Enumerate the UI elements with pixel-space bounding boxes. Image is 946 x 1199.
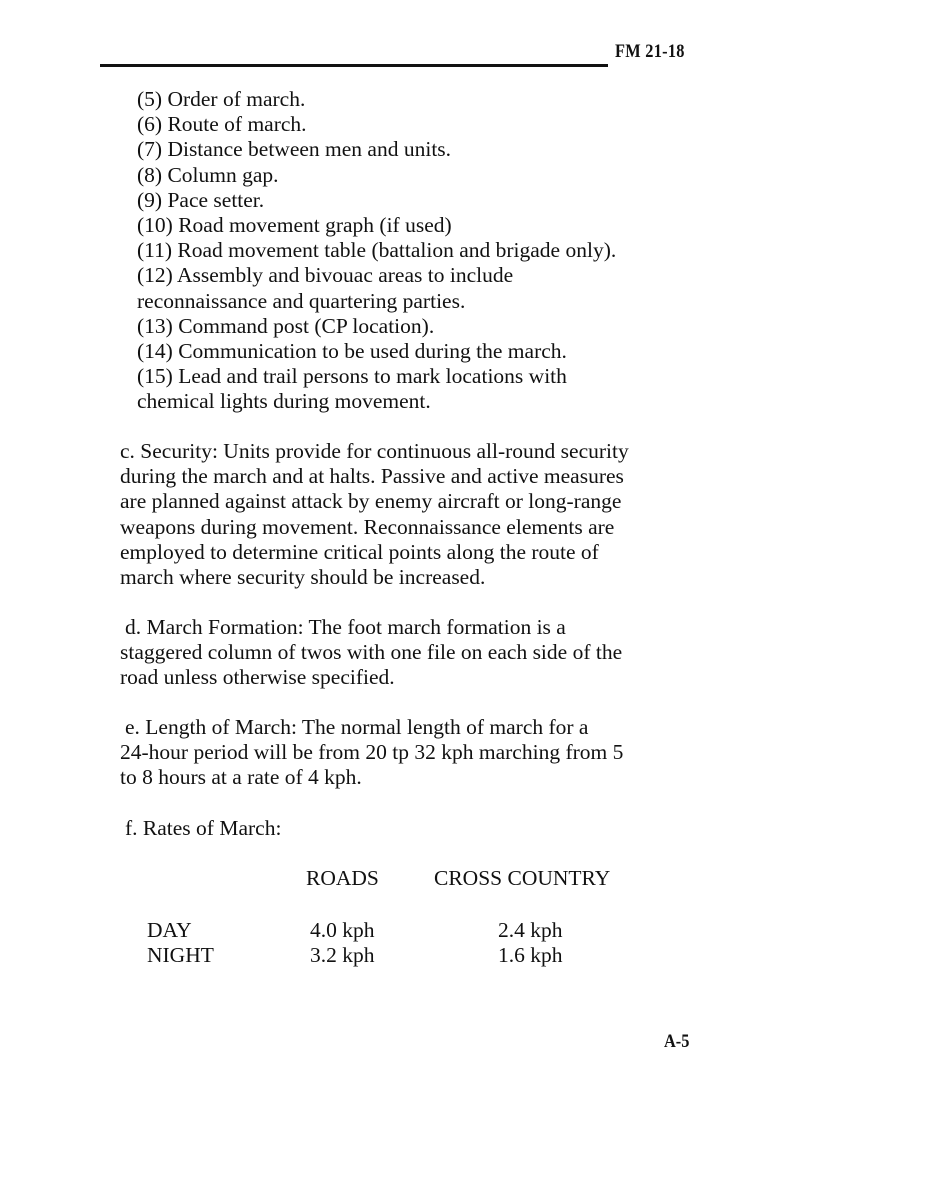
paragraph-line: are planned against attack by enemy aircraft or long-range (120, 489, 622, 514)
list-item: (11) Road movement table (battalion and brigade only). (137, 238, 617, 263)
list-item: (8) Column gap. (137, 162, 279, 187)
cell-day-roads: 4.0 kph (310, 918, 375, 942)
row-label-night: NIGHT (147, 943, 214, 967)
length-of-march-paragraph (120, 715, 720, 791)
cell-night-roads: 3.2 kph (310, 943, 375, 967)
list-item: reconnaissance and quartering parties. (137, 288, 466, 313)
rates-heading-text: f. Rates of March: (125, 816, 282, 840)
paragraph-line: road unless otherwise specified. (120, 665, 395, 690)
cell-night-cross-country: 1.6 kph (498, 943, 563, 967)
rates-of-march-heading (120, 816, 720, 841)
march-formation-paragraph (120, 615, 720, 691)
header-rule (100, 64, 608, 67)
list-item: (10) Road movement graph (if used) (137, 213, 452, 238)
paragraph-line: 24-hour period will be from 20 tp 32 kph marching from 5 (120, 740, 624, 765)
document-id: FM 21-18 (615, 41, 685, 62)
march-order-list (137, 87, 737, 415)
list-item: (5) Order of march. (137, 87, 306, 111)
list-item: (6) Route of march. (137, 112, 307, 137)
column-header-roads: ROADS (306, 866, 379, 890)
paragraph-line: d. March Formation: The foot march formation is a (125, 615, 566, 639)
row-label-day: DAY (147, 918, 192, 942)
paragraph-line: staggered column of twos with one file on each side of the (120, 640, 623, 665)
list-item: (9) Pace setter. (137, 187, 265, 212)
paragraph-line: weapons during movement. Reconnaissance elements are (120, 514, 615, 539)
list-item: (7) Distance between men and units. (137, 137, 452, 162)
list-item: chemical lights during movement. (137, 389, 431, 414)
paragraph-line: employed to determine critical points along the route of (120, 539, 599, 564)
paragraph-line: to 8 hours at a rate of 4 kph. (120, 765, 362, 790)
paragraph-line: e. Length of March: The normal length of march for a (125, 715, 589, 739)
page-number: A-5 (664, 1031, 690, 1052)
list-item: (12) Assembly and bivouac areas to include (137, 263, 514, 288)
list-item: (13) Command post (CP location). (137, 313, 435, 338)
list-item: (14) Communication to be used during the march. (137, 339, 567, 364)
list-item: (15) Lead and trail persons to mark locations with (137, 364, 567, 389)
column-header-cross-country: CROSS COUNTRY (434, 866, 611, 890)
paragraph-line: c. Security: Units provide for continuous all-round security (120, 439, 629, 463)
paragraph-line: march where security should be increased. (120, 565, 486, 590)
cell-day-cross-country: 2.4 kph (498, 918, 563, 942)
security-paragraph (120, 439, 720, 590)
paragraph-line: during the march and at halts. Passive and active measures (120, 464, 624, 489)
